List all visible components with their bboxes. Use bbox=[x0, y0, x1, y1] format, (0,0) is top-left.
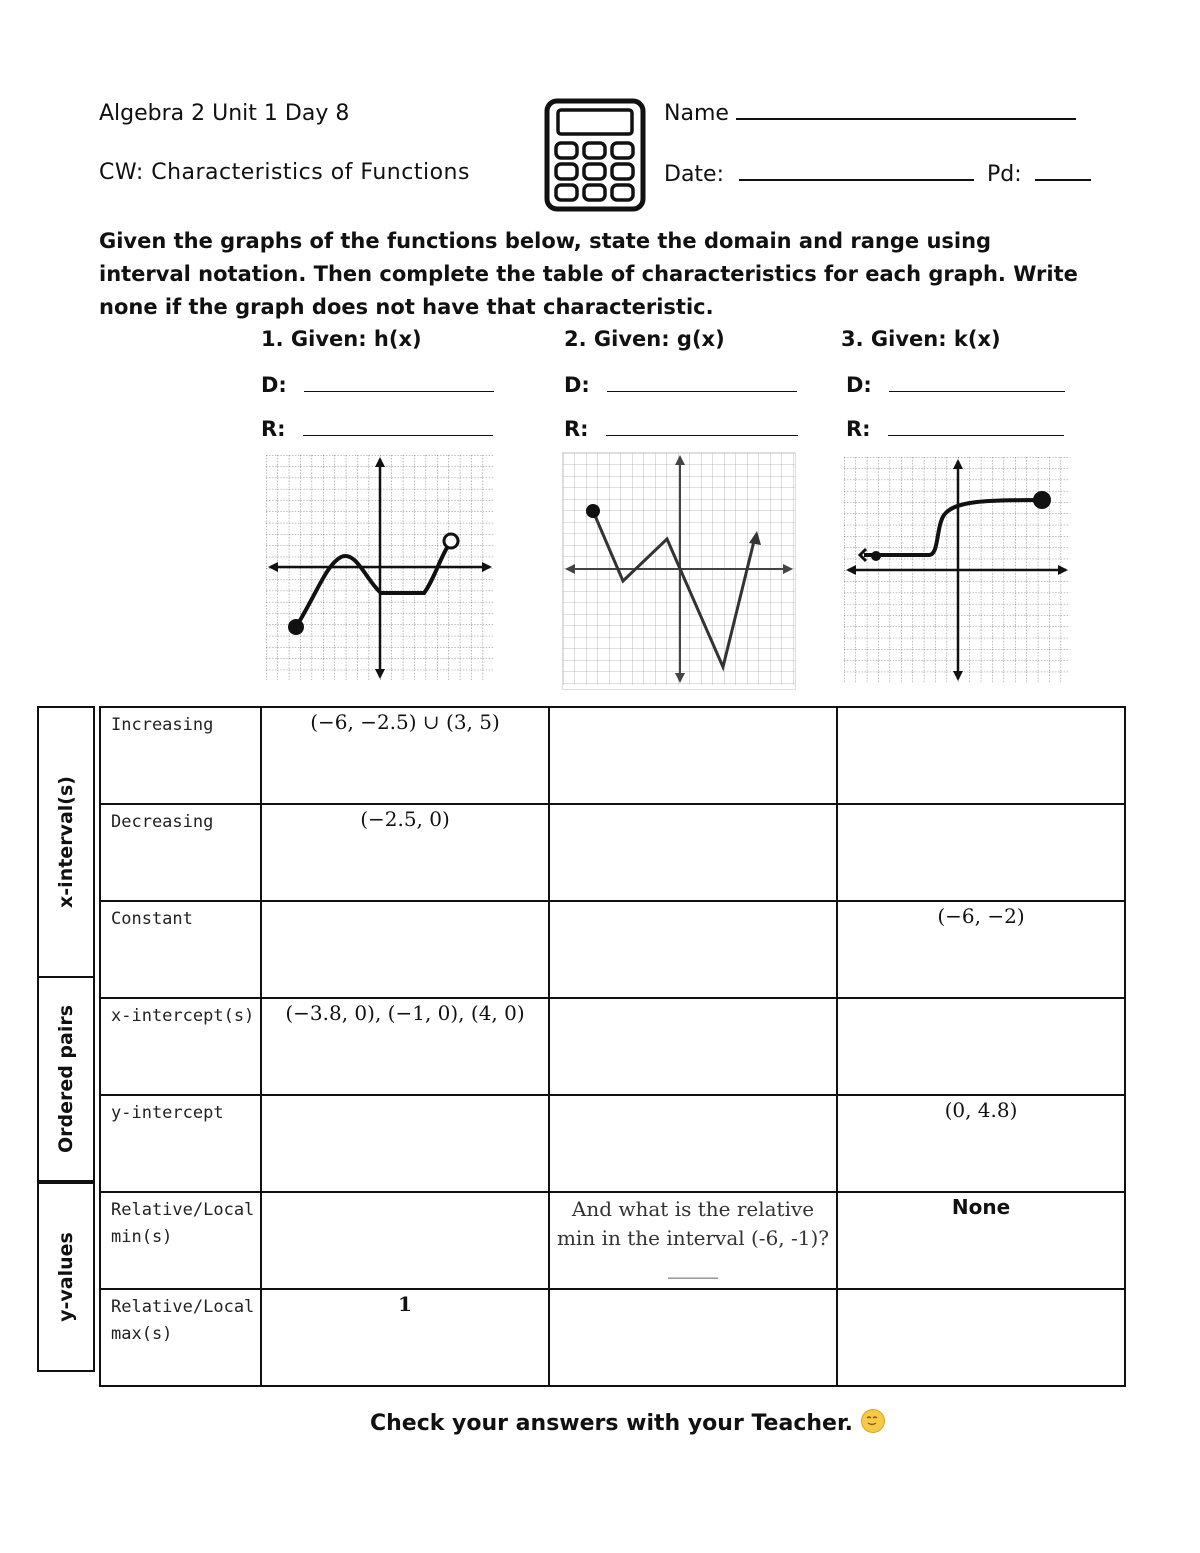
problem-1-range bbox=[261, 417, 493, 441]
answer-k[interactable]: (−6, −2) bbox=[837, 901, 1125, 998]
answer-k[interactable] bbox=[837, 804, 1125, 901]
course-title: Algebra 2 Unit 1 Day 8 bbox=[99, 101, 350, 126]
answer-k[interactable] bbox=[837, 707, 1125, 804]
name-blank[interactable] bbox=[736, 102, 1076, 120]
table-row bbox=[100, 1289, 1125, 1386]
g-min-note[interactable]: And what is the relative min in the interval (-6, -1)? _____ bbox=[549, 1192, 837, 1289]
date-field bbox=[664, 162, 1091, 187]
table-row bbox=[100, 804, 1125, 901]
group-label: y-values bbox=[55, 1232, 77, 1322]
answer-g[interactable] bbox=[549, 1289, 837, 1386]
answer-k[interactable] bbox=[837, 998, 1125, 1095]
name-field bbox=[664, 101, 1076, 126]
graph-h bbox=[266, 455, 494, 685]
range-blank[interactable] bbox=[606, 421, 798, 436]
worksheet-title: CW: Characteristics of Functions bbox=[99, 160, 470, 185]
table-row bbox=[100, 1192, 1125, 1289]
row-label: Constant bbox=[100, 901, 261, 998]
answer-k[interactable]: (0, 4.8) bbox=[837, 1095, 1125, 1192]
answer-h[interactable]: (−3.8, 0), (−1, 0), (4, 0) bbox=[261, 998, 549, 1095]
date-label: Date: bbox=[664, 162, 724, 187]
range-label: R: bbox=[261, 417, 286, 441]
table-row bbox=[100, 707, 1125, 804]
group-label: x-interval(s) bbox=[55, 776, 77, 908]
graph-g bbox=[562, 452, 796, 690]
graph-k bbox=[844, 457, 1070, 687]
domain-label: D: bbox=[261, 373, 287, 397]
domain-blank[interactable] bbox=[607, 377, 797, 392]
characteristics-table bbox=[99, 706, 1126, 1387]
domain-label: D: bbox=[846, 373, 872, 397]
answer-g[interactable] bbox=[549, 804, 837, 901]
period-blank[interactable] bbox=[1035, 165, 1091, 181]
answer-h[interactable] bbox=[261, 1192, 549, 1289]
footer-text: Check your answers with your Teacher. bbox=[370, 1411, 854, 1436]
answer-g[interactable] bbox=[549, 1095, 837, 1192]
date-blank[interactable] bbox=[739, 165, 974, 181]
row-label: y-intercept bbox=[100, 1095, 261, 1192]
domain-label: D: bbox=[564, 373, 590, 397]
problem-3-range bbox=[846, 417, 1064, 441]
row-label: Relative/Local min(s) bbox=[100, 1192, 261, 1289]
answer-g[interactable] bbox=[549, 901, 837, 998]
answer-h[interactable]: 1 bbox=[261, 1289, 549, 1386]
range-blank[interactable] bbox=[303, 421, 493, 436]
range-label: R: bbox=[564, 417, 589, 441]
group-label: Ordered pairs bbox=[55, 1004, 77, 1154]
answer-h[interactable]: (−6, −2.5) ∪ (3, 5) bbox=[261, 707, 549, 804]
problem-1-given: 1. Given: h(x) bbox=[261, 327, 422, 351]
smiley-icon bbox=[861, 1409, 885, 1433]
range-blank[interactable] bbox=[888, 421, 1064, 436]
answer-k[interactable] bbox=[837, 1289, 1125, 1386]
range-label: R: bbox=[846, 417, 871, 441]
problem-1-domain bbox=[261, 373, 494, 397]
domain-blank[interactable] bbox=[304, 377, 494, 392]
table-row bbox=[100, 1095, 1125, 1192]
row-label: Decreasing bbox=[100, 804, 261, 901]
answer-g[interactable] bbox=[549, 998, 837, 1095]
row-label: Relative/Local max(s) bbox=[100, 1289, 261, 1386]
table-row bbox=[100, 998, 1125, 1095]
group-y-values bbox=[37, 1182, 95, 1372]
problem-3-domain bbox=[846, 373, 1065, 397]
answer-h[interactable] bbox=[261, 901, 549, 998]
calculator-icon bbox=[544, 98, 646, 216]
answer-g[interactable] bbox=[549, 707, 837, 804]
answer-h[interactable]: (−2.5, 0) bbox=[261, 804, 549, 901]
instructions: Given the graphs of the functions below, state the domain and range using interval notation. Then complete the table of characteristics for each graph. Write none if the graph does not have that characteristic. bbox=[99, 229, 1078, 319]
group-ordered-pairs bbox=[37, 976, 95, 1182]
problem-2-given: 2. Given: g(x) bbox=[564, 327, 725, 351]
row-label: Increasing bbox=[100, 707, 261, 804]
table-row bbox=[100, 901, 1125, 998]
group-x-intervals bbox=[37, 706, 95, 978]
problem-2-domain bbox=[564, 373, 797, 397]
problem-2-range bbox=[564, 417, 798, 441]
answer-k[interactable]: None bbox=[837, 1192, 1125, 1289]
problem-3-given: 3. Given: k(x) bbox=[841, 327, 1001, 351]
footer bbox=[370, 1409, 885, 1436]
row-label: x-intercept(s) bbox=[100, 998, 261, 1095]
name-label: Name bbox=[664, 101, 729, 126]
period-label: Pd: bbox=[987, 162, 1022, 187]
answer-h[interactable] bbox=[261, 1095, 549, 1192]
domain-blank[interactable] bbox=[889, 377, 1065, 392]
